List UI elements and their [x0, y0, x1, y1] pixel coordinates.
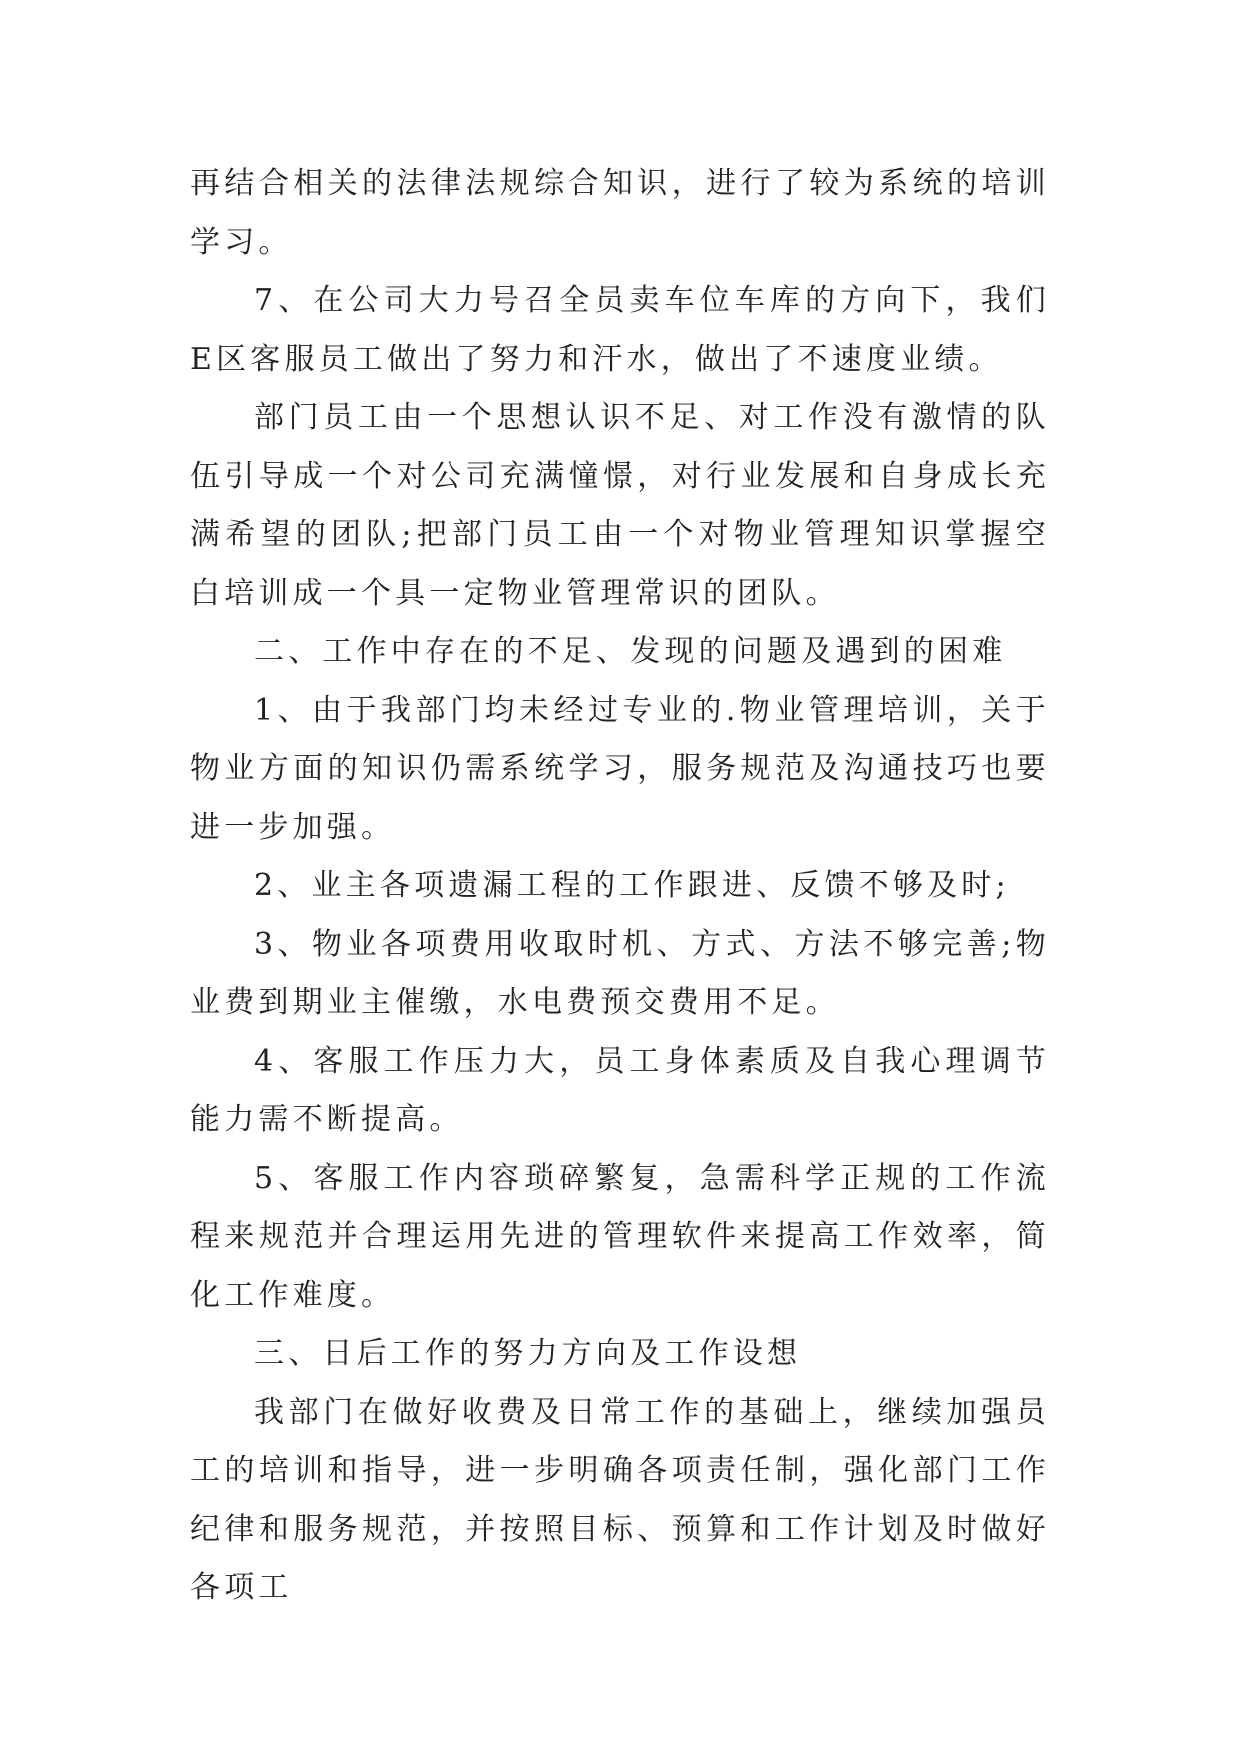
paragraph-shortcoming-1: 1、由于我部门均未经过专业的.物业管理培训，关于物业方面的知识仍需系统学习，服务规范及沟通技巧也要进一步加强。 [190, 692, 1050, 845]
paragraph-team-growth: 部门员工由一个思想认识不足、对工作没有激情的队伍引导成一个对公司充满憧憬，对行业发展和自身成长充满希望的团队;把部门员工由一个对物业管理知识掌握空白培训成一个具一定物业管理常识的团队。 [190, 400, 1050, 611]
paragraph-shortcoming-4: 4、客服工作压力大，员工身体素质及自我心理调节能力需不断提高。 [190, 1043, 1050, 1137]
paragraph-shortcoming-2: 2、业主各项遗漏工程的工作跟进、反馈不够及时; [254, 868, 1010, 903]
paragraph-future-plans: 我部门在做好收费及日常工作的基础上，继续加强员工的培训和指导，进一步明确各项责任制，强化部门工作纪律和服务规范，并按照目标、预算和工作计划及时做好各项工 [190, 1394, 1050, 1605]
paragraph-shortcoming-3: 3、物业各项费用收取时机、方式、方法不够完善;物业费到期业主催缴，水电费预交费用不足。 [190, 926, 1050, 1020]
section-heading-future-plans: 三、日后工作的努力方向及工作设想 [254, 1336, 802, 1371]
document-body [190, 155, 1050, 1618]
section-heading-shortcomings: 二、工作中存在的不足、发现的问题及遇到的困难 [254, 634, 1007, 669]
paragraph-item-7: 7、在公司大力号召全员卖车位车库的方向下，我们E区客服员工做出了努力和汗水，做出了不速度业绩。 [190, 283, 1050, 377]
paragraph-shortcoming-5: 5、客服工作内容琐碎繁复，急需科学正规的工作流程来规范并合理运用先进的管理软件来提高工作效率，简化工作难度。 [190, 1160, 1050, 1313]
paragraph-training-continued: 再结合相关的法律法规综合知识，进行了较为系统的培训学习。 [190, 166, 1050, 260]
